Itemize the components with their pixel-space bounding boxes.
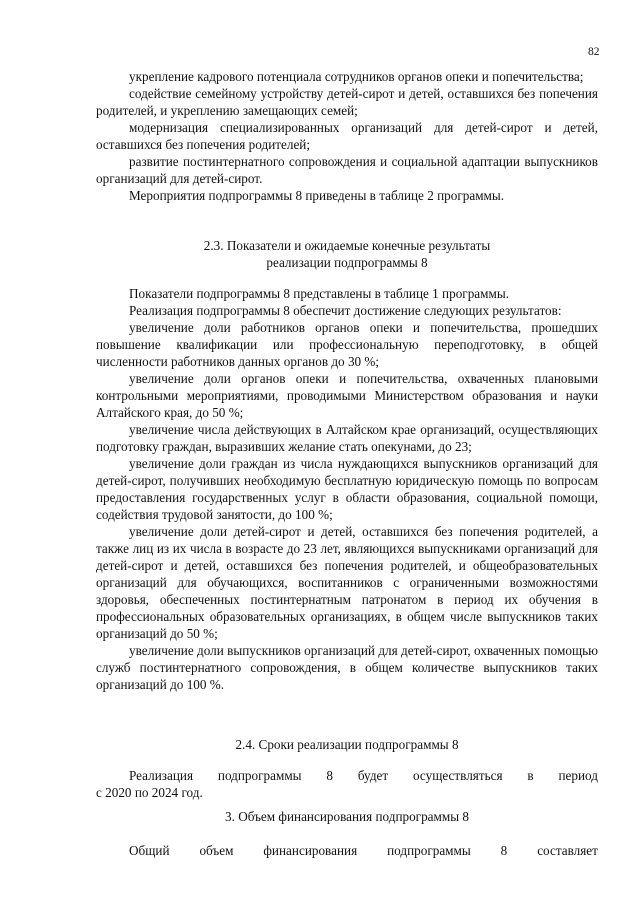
paragraph: увеличение числа действующих в Алтайском крае организаций, осуществляющих подготовку граждан, выразивших желание стать опекунами, до 23;: [96, 422, 598, 454]
paragraph: Мероприятия подпрограммы 8 приведены в таблице 2 программы.: [129, 188, 505, 203]
word: 8: [326, 768, 333, 783]
paragraph: Показатели подпрограммы 8 представлены в таблице 1 программы.: [129, 286, 510, 301]
paragraph: укрепление кадрового потенциала сотрудников органов опеки и попечительства;: [129, 69, 584, 84]
word: осуществляться: [413, 768, 503, 783]
section-heading: 2.3. Показатели и ожидаемые конечные результаты: [203, 238, 491, 253]
text-line: с 2020 по 2024 год.: [96, 785, 203, 800]
paragraph: увеличение доли детей-сирот и детей, оставшихся без попечения родителей, а также лиц из их числа в возрасте до 23 лет, являющихся выпускниками организаций для детей-сирот и детей, оставшихся без попечения родителей, и общеобразовательных организаций для обучающихся, воспитанников с ограниченными возможностями здоровья, обеспеченных постинтернатным патронатом в период их обучения в профессиональных образовательных организациях, в общем числе выпускников таких организаций до 50 %;: [96, 524, 598, 641]
word: подпрограммы: [387, 843, 471, 858]
word: объем: [199, 843, 234, 858]
paragraph: содействие семейному устройству детей-сирот и детей, оставшихся без попечения родителей, и укреплению замещающих семей;: [96, 86, 598, 118]
word: составляет: [537, 843, 598, 858]
section-3: [96, 808, 598, 859]
word: финансирования: [263, 843, 358, 858]
word: Реализация: [129, 768, 194, 783]
section-heading: 3. Объем финансирования подпрограммы 8: [225, 809, 469, 824]
paragraph: увеличение доли выпускников организаций для детей-сирот, охваченных помощью служб постинтернатного сопровождения, в общем количестве выпускников таких организаций до 100 %.: [96, 643, 598, 692]
page-number: 82: [588, 46, 600, 58]
section-heading: 2.4. Сроки реализации подпрограммы 8: [235, 737, 459, 752]
section-2-3-body: [96, 285, 598, 693]
word: подпрограммы: [217, 768, 302, 783]
justified-line: [96, 767, 598, 784]
word: в: [527, 768, 534, 783]
paragraph: Реализация подпрограммы 8 обеспечит достижение следующих результатов:: [129, 303, 562, 318]
section-2-4: [96, 736, 598, 801]
intro-section: [96, 68, 598, 204]
paragraph: увеличение доли граждан из числа нуждающихся выпускников организаций для детей-сирот, получивших необходимую бесплатную юридическую помощь по вопросам предоставления государственных услуг в области образования, социальной помощи, содействия трудовой занятости, до 100 %;: [96, 456, 598, 522]
section-heading: реализации подпрограммы 8: [266, 255, 428, 270]
paragraph: увеличение доли работников органов опеки и попечительства, прошедших повышение квалификации или профессиональную переподготовку, в общей численности работников данных органов до 30 %;: [96, 320, 598, 369]
word: Общий: [129, 843, 170, 858]
paragraph: развитие постинтернатного сопровождения и социальной адаптации выпускников организаций для детей-сирот.: [96, 154, 598, 186]
word: 8: [500, 843, 508, 858]
word: будет: [357, 768, 389, 783]
word: период: [558, 768, 598, 783]
paragraph: увеличение доли органов опеки и попечительства, охваченных плановыми контрольными мероприятиями, проводимыми Министерством образования и науки Алтайского края, до 50 %;: [96, 371, 598, 420]
justified-line: [96, 842, 598, 859]
paragraph: модернизация специализированных организаций для детей-сирот и детей, оставшихся без попечения родителей;: [96, 120, 598, 152]
section-2-3-heading: [96, 237, 598, 271]
